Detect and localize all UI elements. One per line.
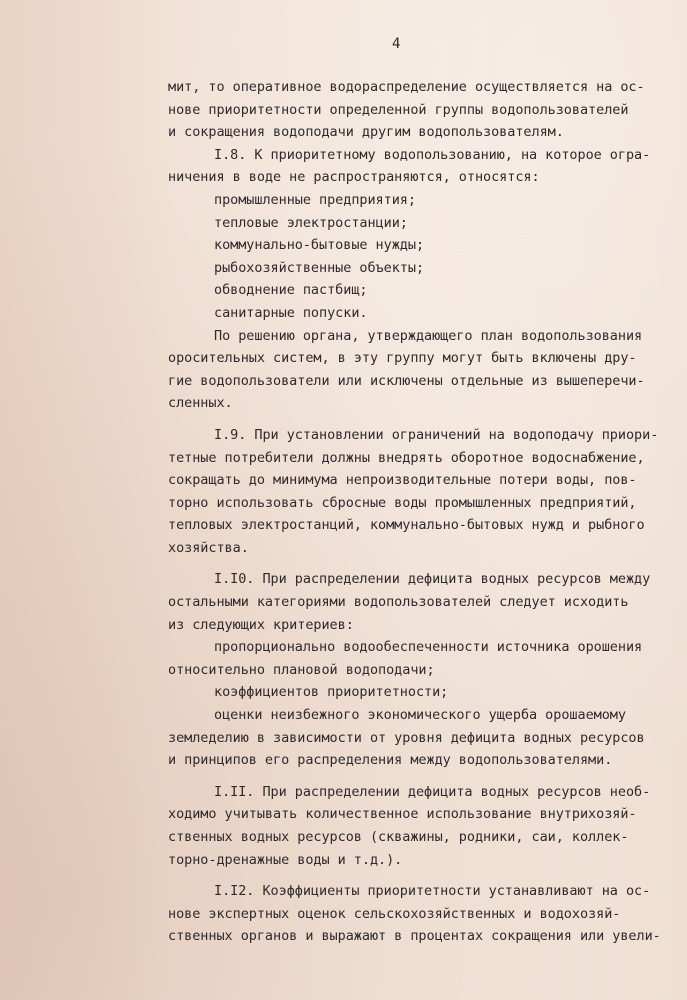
text-line: оценки неизбежного экономического ущерба орошаемому <box>214 707 626 724</box>
text-line: относительно плановой водоподачи; <box>168 661 435 678</box>
text-line: оросительных систем, в эту группу могут быть включены дру- <box>168 350 637 367</box>
text-line: ходимо учитывать количественное использование внутрихозяй- <box>168 806 637 823</box>
text-line: сокращать до минимума непроизводительные потери воды, пов- <box>168 472 637 489</box>
text-line: I.8. К приоритетному водопользованию, на которое огра- <box>214 146 651 163</box>
text-line: остальными категориями водопользователей следует исходить <box>168 594 629 611</box>
text-line: торно-дренажные воды и т.д.). <box>168 851 403 868</box>
paragraph-gap <box>168 559 674 568</box>
text-line: торно использовать сбросные воды промышленных предприятий, <box>168 494 637 511</box>
text-line: сленных. <box>168 395 233 412</box>
paragraph-gap <box>168 772 674 781</box>
text-line: ничения в воде не распространяются, относятся: <box>168 169 540 186</box>
text-line: По решению органа, утверждающего план водопользования <box>214 327 643 344</box>
page-number: 4 <box>392 36 401 52</box>
text-line: санитарные попуски. <box>214 304 368 321</box>
text-line: коэффициентов приоритетности; <box>214 684 449 701</box>
text-line: рыбохозяйственные объекты; <box>214 259 425 276</box>
text-line: I.I0. При распределении дефицита водных ресурсов между <box>214 571 651 588</box>
paragraph-gap <box>168 871 674 880</box>
text-line: хозяйства. <box>168 539 249 556</box>
text-line: земледелию в зависимости от уровня дефицита водных ресурсов <box>168 729 645 746</box>
text-line: ственных водных ресурсов (скважины, родники, саи, коллек- <box>168 829 629 845</box>
text-line: нове приоритетности определенной группы водопользователей <box>168 101 629 118</box>
text-line: обводнение пастбищ; <box>214 282 368 299</box>
text-line: мит, то оперативное водораспределение осуществляется на ос- <box>168 79 645 95</box>
text-line: тепловые электростанции; <box>214 214 408 231</box>
text-line: I.I2. Коэффициенты приоритетности устанавливают на ос- <box>214 883 651 900</box>
text-line: I.9. При установлении ограничений на водоподачу приори- <box>214 426 659 443</box>
text-line: нове экспертных оценок сельскохозяйственных и водохозяй- <box>168 905 621 922</box>
text-line: пропорционально водообеспеченности источника орошения <box>214 639 643 656</box>
text-line: ственных органов и выражают в процентах сокращения или увели- <box>168 928 661 945</box>
text-line: и принципов его распределения между водопользователями. <box>168 752 613 769</box>
text-line: промышленные предприятия; <box>214 191 416 208</box>
text-line: гие водопользователи или исключены отдельные из вышеперечи- <box>168 372 645 389</box>
text-line: и сокращения водоподачи другим водопользователям. <box>168 124 564 141</box>
text-line: коммунально-бытовые нужды; <box>214 237 425 254</box>
text-line: тепловых электростанций, коммунально-бытовых нужд и рыбного <box>168 517 645 534</box>
text-line: тетные потребители должны внедрять оборотное водоснабжение, <box>168 449 645 466</box>
paragraph-gap <box>168 415 674 424</box>
text-line: из следующих критериев: <box>168 616 354 633</box>
document-body <box>168 76 674 948</box>
text-line: I.II. При распределении дефицита водных ресурсов необ- <box>214 783 651 800</box>
